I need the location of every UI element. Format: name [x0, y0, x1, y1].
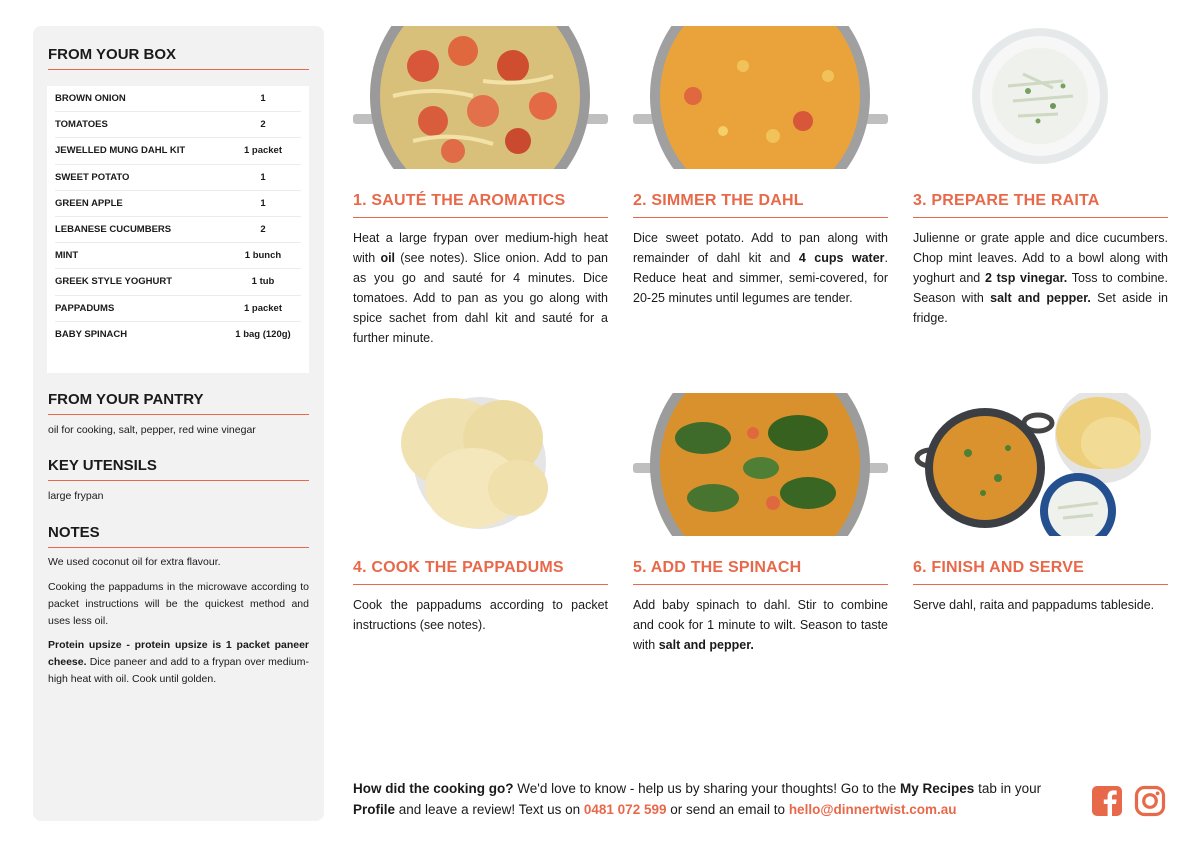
body-text: (see notes). Slice onion. Add to pan as you go and sauté for 4 minutes. Dice tomatoes. Add to pan as you go along with spice sachet from dahl kit and sauté for a further minute. — [353, 251, 608, 345]
box-item-name: BABY SPINACH — [55, 329, 128, 341]
step-4-title: 4. COOK THE PAPPADUMS — [353, 559, 608, 585]
box-item-name: LEBANESE CUCUMBERS — [55, 224, 172, 236]
note-microwave: Cooking the pappadums in the microwave according to packet instructions will be the quickest method and uses less oil. — [48, 581, 309, 627]
step-2-photo-simmering-dahl — [633, 26, 888, 169]
utensils-text: large frypan — [48, 490, 104, 502]
bold-text: oil — [380, 251, 396, 265]
notes-heading: NOTES — [48, 524, 309, 548]
step-5-title: 5. ADD THE SPINACH — [633, 559, 888, 585]
box-item-qty: 1 tub — [251, 276, 275, 288]
step-4-photo-pappadums — [353, 393, 608, 536]
body-text: Heat a large frypan over medium-high heat with — [353, 231, 608, 265]
box-item-row — [55, 217, 301, 243]
footer-profile: Profile — [353, 802, 396, 817]
box-item-row — [55, 112, 301, 138]
step-3-body — [913, 228, 1168, 328]
body-text: Cook the pappadums according to packet instructions (see notes). — [353, 598, 608, 632]
facebook-icon[interactable] — [1091, 785, 1123, 817]
box-item-qty: 1 — [260, 93, 266, 105]
step-6-photo-served-dahl — [913, 393, 1168, 536]
body-text: . Reduce heat and simmer, semi-covered, for 20-25 minutes until legumes are tender. — [633, 251, 888, 305]
box-item-row — [55, 138, 301, 164]
feedback-footer — [353, 778, 1073, 820]
box-item-row — [55, 165, 301, 191]
box-item-name: JEWELLED MUNG DAHL KIT — [55, 145, 186, 157]
step-1-body — [353, 228, 608, 348]
step-4-body — [353, 595, 608, 635]
box-item-qty: 1 bunch — [244, 250, 282, 262]
step-6-title: 6. FINISH AND SERVE — [913, 559, 1168, 585]
body-text: Set aside in fridge. — [913, 291, 1169, 325]
bold-text: salt and pepper. — [658, 638, 754, 652]
footer-text-2: tab in your — [974, 781, 1042, 796]
box-item-row — [55, 243, 301, 269]
body-text: Toss to combine. Season with — [913, 271, 1168, 305]
from-your-box-heading: FROM YOUR BOX — [48, 46, 309, 70]
box-item-qty: 2 — [260, 119, 266, 131]
step-2-title: 2. SIMMER THE DAHL — [633, 192, 888, 218]
footer-my-recipes: My Recipes — [900, 781, 975, 796]
box-item-qty: 1 bag (120g) — [235, 329, 291, 341]
box-item-name: BROWN ONION — [55, 93, 126, 105]
step-6-body — [913, 595, 1168, 615]
box-item-name: GREEN APPLE — [55, 197, 123, 209]
from-your-pantry-heading: FROM YOUR PANTRY — [48, 391, 309, 415]
note-coconut-oil: We used coconut oil for extra flavour. — [48, 556, 221, 568]
body-text: Dice sweet potato. Add to pan along with remainder of dahl kit and — [633, 231, 888, 265]
body-text: Serve dahl, raita and pappadums tableside. — [913, 598, 1155, 612]
box-item-row — [55, 86, 301, 112]
step-5-body — [633, 595, 888, 655]
box-item-qty: 1 packet — [243, 145, 283, 157]
box-item-qty: 2 — [260, 224, 266, 236]
step-3-photo-raita-bowl — [913, 26, 1168, 169]
bold-text: 4 cups water — [798, 251, 885, 265]
box-item-row — [55, 296, 301, 322]
box-item-qty: 1 — [260, 171, 266, 183]
box-item-qty: 1 — [260, 197, 266, 209]
ingredients-sidebar — [33, 26, 324, 821]
bold-text: salt and pepper. — [990, 291, 1091, 305]
footer-email-link[interactable]: hello@dinnertwist.com.au — [788, 802, 957, 817]
box-item-qty: 1 packet — [243, 302, 283, 314]
step-1-title: 1. SAUTÉ THE AROMATICS — [353, 192, 608, 218]
box-item-name: MINT — [55, 250, 79, 262]
key-utensils-heading: KEY UTENSILS — [48, 457, 309, 481]
note-protein-upsize-bold: Protein upsize - protein upsize is 1 packet paneer cheese. — [48, 639, 309, 668]
footer-question: How did the cooking go? — [353, 781, 514, 796]
bold-text: 2 tsp vinegar. — [984, 271, 1068, 285]
footer-text-4: or send an email to — [666, 802, 789, 817]
step-5-photo-dahl-spinach — [633, 393, 888, 536]
box-item-name: PAPPADUMS — [55, 302, 115, 314]
body-text: Julienne or grate apple and dice cucumbers. Chop mint leaves. Add to a bowl along with yoghurt and — [913, 231, 1168, 285]
footer-text-1: We'd love to know - help us by sharing your thoughts! Go to the — [513, 781, 901, 796]
box-item-row — [55, 322, 301, 348]
body-text: Add baby spinach to dahl. Stir to combine and cook for 1 minute to wilt. Season to taste with — [633, 598, 888, 652]
box-item-name: GREEK STYLE YOGHURT — [55, 276, 173, 288]
box-item-name: SWEET POTATO — [55, 171, 130, 183]
footer-phone-link[interactable]: 0481 072 599 — [583, 802, 667, 817]
box-ingredients-table — [47, 86, 309, 373]
box-item-row — [55, 269, 301, 295]
box-item-name: TOMATOES — [55, 119, 108, 131]
note-protein-upsize — [48, 637, 309, 687]
note-protein-upsize-rest: Dice paneer and add to a frypan over medium-high heat with oil. Cook until golden. — [48, 655, 309, 685]
step-1-photo-pan-onions-tomatoes — [353, 26, 608, 169]
step-2-body — [633, 228, 888, 308]
instagram-icon[interactable] — [1134, 785, 1166, 817]
step-3-title: 3. PREPARE THE RAITA — [913, 192, 1168, 218]
box-item-row — [55, 191, 301, 217]
footer-text-3: and leave a review! Text us on — [395, 802, 584, 817]
pantry-text: oil for cooking, salt, pepper, red wine vinegar — [48, 424, 256, 436]
